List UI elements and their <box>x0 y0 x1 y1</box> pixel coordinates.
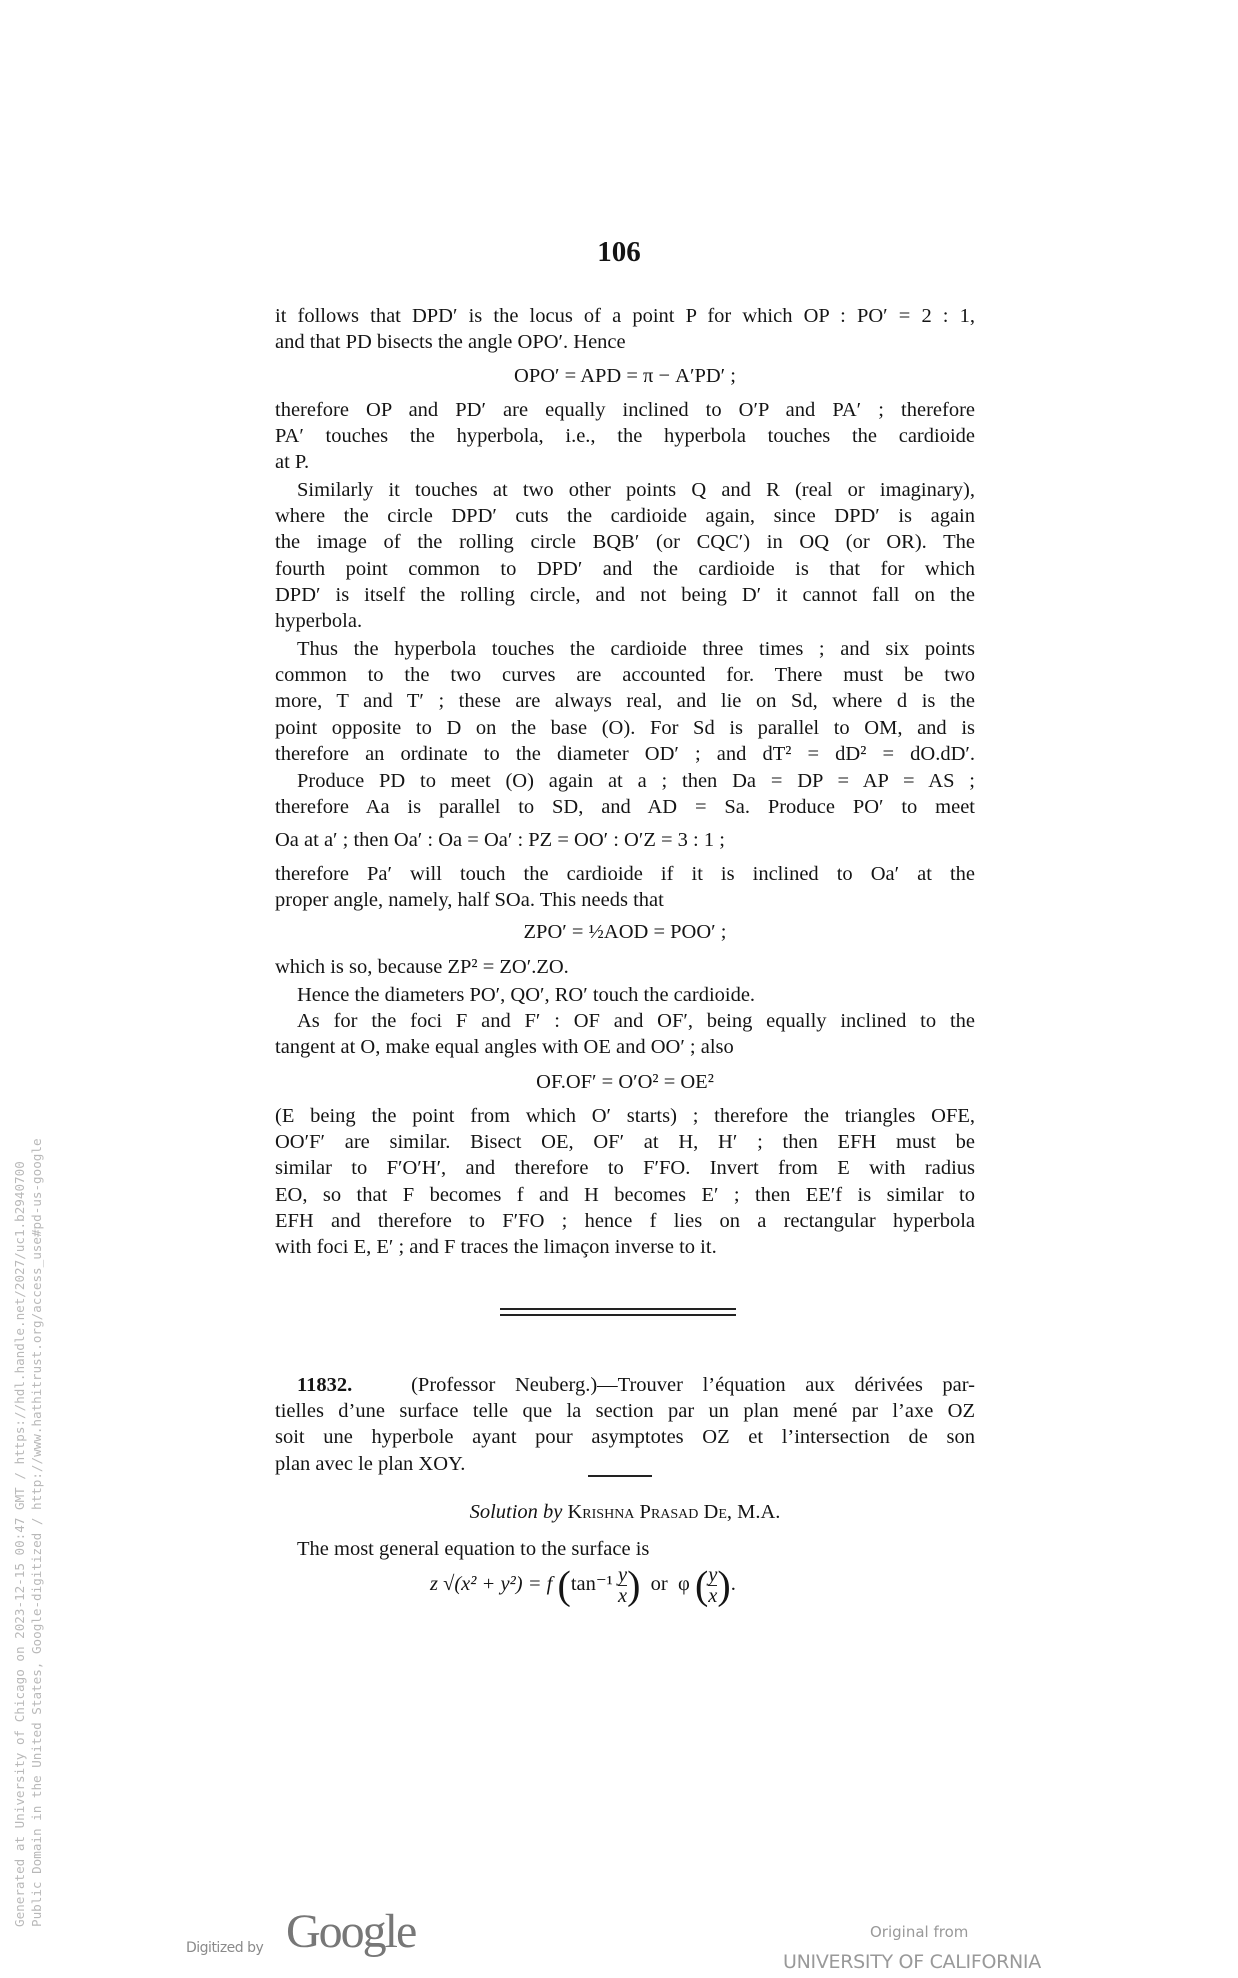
equation: OF.OF′ = O′O² = OE² <box>536 1071 714 1093</box>
equation: ZPO′ = ½AOD = POO′ ; <box>523 921 727 943</box>
text-line: Produce PD to meet (O) again at a ; then Da = DP = AP = AS ; <box>297 770 975 792</box>
text-line: proper angle, namely, half SOa. This needs that <box>275 889 664 912</box>
institution-label: UNIVERSITY OF CALIFORNIA <box>783 1951 1041 1973</box>
fraction <box>618 1565 627 1606</box>
paragraph <box>275 861 975 913</box>
text-line: it follows that DPD′ is the locus of a point P for which OP : PO′ = 2 : 1, <box>275 305 975 327</box>
fraction <box>708 1565 717 1606</box>
paragraph <box>275 954 975 980</box>
text-line: As for the foci F and F′ : OF and OF′, being equally inclined to the <box>297 1010 975 1033</box>
eq-tan: tan⁻¹ <box>570 1573 613 1596</box>
paragraph <box>275 636 975 767</box>
text-line: point opposite to D on the base (O). For Sd is parallel to OM, and is <box>275 716 975 739</box>
equation: OPO′ = APD = π − A′PD′ ; <box>514 365 736 387</box>
text-line: therefore an ordinate to the diameter OD′ ; and dT² = dD² = dO.dD′. <box>275 742 975 765</box>
problem-proposer: (Professor Neuberg.)—Trouver l’équation aux dérivées par- <box>411 1374 975 1396</box>
text-line: where the circle DPD′ cuts the cardioide again, since DPD′ is again <box>275 505 975 528</box>
text-line: hyperbola. <box>275 609 363 632</box>
section-divider <box>500 1314 736 1316</box>
page-number: 106 <box>597 236 641 268</box>
text-line: EO, so that F becomes f and H becomes E′ ; then EE′f is similar to <box>275 1183 975 1206</box>
text-line: Similarly it touches at two other points Q and R (real or imaginary), <box>297 479 975 501</box>
watermark-line: Generated at University of Chicago on 2023-12-15 00:47 GMT / https://hdl.handle.net/2027/uc1.b2940700 <box>12 1161 27 1927</box>
text-line: (E being the point from which O′ starts) ; therefore the triangles OFE, <box>275 1105 975 1127</box>
text-line: tangent at O, make equal angles with OE and OO′ ; also <box>275 1036 734 1059</box>
eq-or: or <box>650 1573 668 1596</box>
text-line: fourth point common to DPD′ and the cardioide is that for which <box>275 557 975 580</box>
text-line: therefore Pa′ will touch the cardioide if it is inclined to Oa′ at the <box>275 863 975 885</box>
text-line: OO′F′ are similar. Bisect OE, OF′ at H, H′ ; then EFH must be <box>275 1131 975 1154</box>
paragraph <box>275 768 975 820</box>
section-divider <box>500 1308 736 1310</box>
watermark <box>11 967 45 1927</box>
solution-equation: z √(x² + y²) = f (tan⁻¹ $\frac{y}{x}$ ) or φ ( $\frac{y}{x}$ ). <box>430 1562 736 1608</box>
problem-statement <box>275 1372 975 1477</box>
denominator: x <box>708 1585 718 1607</box>
text-line: more, T and T′ ; these are always real, and lie on Sd, where d is the <box>275 690 975 713</box>
solution-intro <box>275 1536 975 1562</box>
eq-lhs: z √(x² + y²) = f <box>430 1573 553 1596</box>
solution-byline <box>275 1499 975 1525</box>
eq-phi: φ <box>677 1573 690 1596</box>
google-logo: Google <box>286 1905 416 1958</box>
text-line: with foci E, E′ ; and F traces the limaçon inverse to it. <box>275 1235 717 1258</box>
paragraph <box>275 1103 975 1260</box>
paragraph <box>275 478 975 635</box>
numerator: y <box>708 1564 718 1586</box>
solution-prefix: Solution by <box>469 1501 563 1523</box>
text-line: Oa at a′ ; then Oa′ : Oa = Oa′ : PZ = OO′ : O′Z = 3 : 1 ; <box>275 829 725 851</box>
problem-first-line <box>275 1372 975 1398</box>
text-line: The most general equation to the surface is <box>297 1538 650 1560</box>
paragraph <box>275 397 975 476</box>
text-line: common to the two curves are accounted for. There must be two <box>275 664 975 687</box>
digitized-by-label: Digitized by <box>186 1940 264 1956</box>
paragraph <box>275 303 975 355</box>
text-line: tielles d’une surface telle que la section par un plan mené par l’axe OZ <box>275 1400 975 1423</box>
text-line: which is so, because ZP² = ZO′.ZO. <box>275 956 569 978</box>
paragraph <box>275 982 975 1061</box>
short-rule <box>588 1475 652 1477</box>
text-line: soit une hyperbole ayant pour asymptotes OZ et l’intersection de son <box>275 1426 975 1449</box>
denominator: x <box>617 1585 628 1607</box>
watermark-line: Public Domain in the United States, Google-digitized / http://www.hathitrust.org/access_use#pd-us-google <box>29 1138 44 1927</box>
text-line: therefore OP and PD′ are equally inclined to O′P and PA′ ; therefore <box>275 399 975 421</box>
paragraph <box>275 827 975 853</box>
original-from-label: Original from <box>870 1923 969 1941</box>
text-line: Hence the diameters PO′, QO′, RO′ touch the cardioide. <box>297 984 756 1006</box>
text-line: the image of the rolling circle BQB′ (or CQC′) in OQ (or OR). The <box>275 531 975 554</box>
numerator: y <box>617 1564 628 1586</box>
solution-author: Krishna Prasad De, M.A. <box>567 1501 781 1523</box>
text-line: at P. <box>275 451 310 474</box>
text-line: and that PD bisects the angle OPO′. Hence <box>275 331 626 354</box>
text-line: EFH and therefore to F′FO ; hence f lies on a rectangular hyperbola <box>275 1209 975 1232</box>
eq-end: . <box>730 1573 736 1596</box>
text-line: PA′ touches the hyperbola, i.e., the hyperbola touches the cardioide <box>275 425 975 448</box>
text-line: DPD′ is itself the rolling circle, and not being D′ it cannot fall on the <box>275 583 975 606</box>
text-line: Thus the hyperbola touches the cardioide three times ; and six points <box>297 638 975 660</box>
text-line: similar to F′O′H′, and therefore to F′FO. Invert from E with radius <box>275 1157 975 1180</box>
text-line: therefore Aa is parallel to SD, and AD = Sa. Produce PO′ to meet <box>275 796 975 819</box>
problem-number: 11832. <box>297 1374 353 1396</box>
text-line: plan avec le plan XOY. <box>275 1452 466 1475</box>
